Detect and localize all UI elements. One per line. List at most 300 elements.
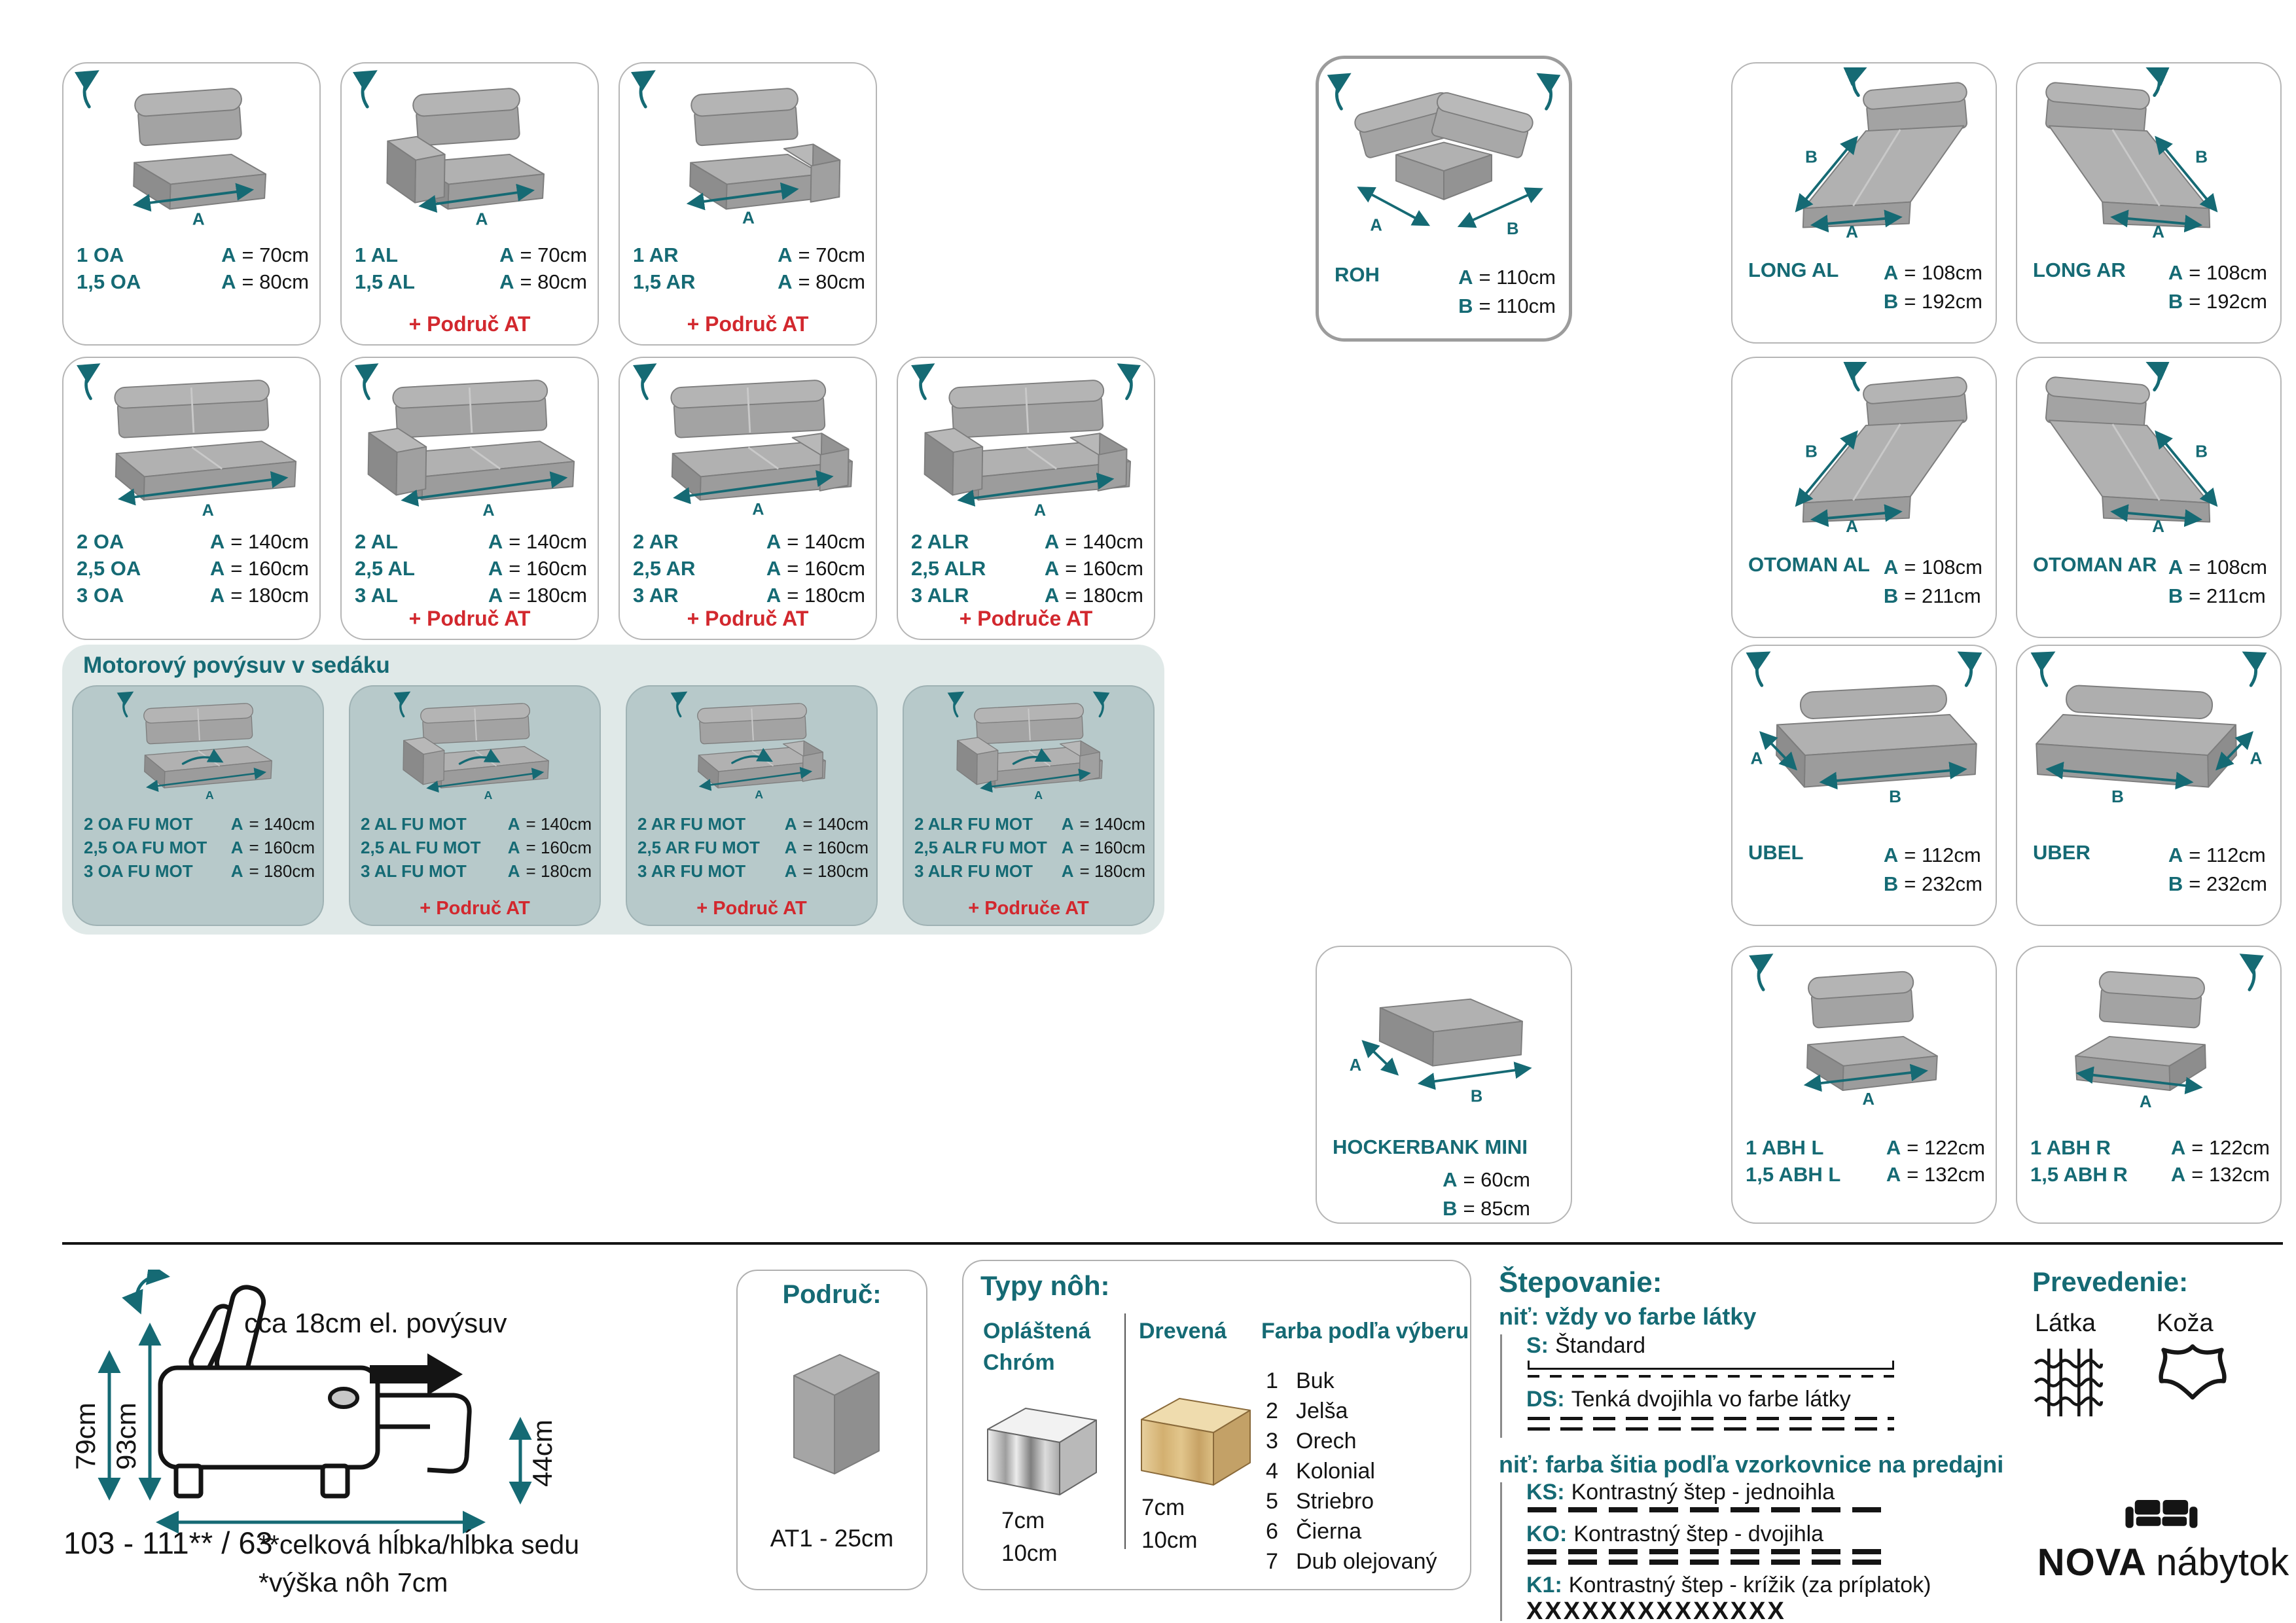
leg-types-title: Typy nôh:	[980, 1270, 1110, 1301]
module-dim: A = 80cm	[499, 270, 587, 293]
stitch-type-ks: KS: Kontrastný štep - jednoihla	[1526, 1480, 1835, 1505]
headrest-arrow-icon	[921, 366, 931, 399]
module-card-1al	[340, 62, 599, 346]
headrest-arrow-icon	[1096, 693, 1103, 717]
headrest-arrow-icon	[1854, 363, 1863, 390]
side-view-diagram	[62, 1270, 710, 1623]
module-dim: A = 140cm	[1044, 530, 1143, 553]
spec-rows	[84, 812, 315, 883]
stitch-sample-ko-1	[1528, 1549, 1881, 1554]
spec-row	[77, 582, 309, 609]
legend-divider	[62, 1242, 2283, 1245]
spec-rows	[2030, 1134, 2270, 1188]
dim-letter-a: A	[755, 787, 764, 801]
fabric-label: Látka	[2035, 1310, 2096, 1337]
leg-color-item: 2 Jelša	[1266, 1399, 1348, 1423]
headrest-arrow-icon	[401, 693, 408, 717]
module-code: UBEL	[1748, 841, 1804, 864]
module-card-1oa	[62, 62, 321, 346]
spec-row	[1746, 1134, 1985, 1161]
module-card-2al-fu-mot	[349, 685, 601, 926]
spec-rows	[1748, 841, 1982, 899]
module-dim: A = 70cm	[221, 243, 309, 266]
spec-row	[914, 836, 1145, 859]
spec-row	[77, 268, 309, 295]
spec-row	[633, 528, 865, 555]
spec-row	[637, 812, 869, 836]
spec-row	[914, 859, 1145, 883]
module-card-otoman-ar	[2016, 357, 2282, 638]
spec-rows	[2033, 841, 2267, 899]
group-rule	[1500, 1482, 1502, 1621]
module-dim: A = 160cm	[1044, 557, 1143, 580]
dim-letter-b: B	[1507, 219, 1519, 238]
sofa-illustration	[2021, 362, 2276, 533]
module-dim: A = 160cm	[766, 557, 865, 580]
headrest-arrow-icon	[1961, 654, 1971, 686]
sofa-illustration	[1323, 63, 1565, 259]
module-code: UBER	[2033, 841, 2090, 864]
module-code: 1,5 OA	[77, 270, 141, 293]
dim-letter-a: A	[742, 207, 755, 228]
dim-letter-a: A	[1846, 516, 1859, 533]
spec-row	[911, 582, 1143, 609]
height-93-label: 93cm	[111, 1402, 141, 1470]
dim-letter-b: B	[1804, 147, 1818, 167]
spec-row	[84, 812, 315, 836]
module-code: OTOMAN AL	[1748, 553, 1870, 576]
dim-letter-a: A	[482, 501, 495, 520]
dim-letter-b: B	[1804, 441, 1818, 461]
sofa-logo-icon	[2119, 1499, 2208, 1535]
module-code: 3 OA	[77, 584, 124, 607]
module-dims: A = 108cm B = 192cm	[1883, 261, 1982, 313]
dim-letter-a: A	[1349, 1056, 1362, 1075]
wood-leg-illustration	[1134, 1379, 1258, 1490]
module-dim: A = 160cm	[209, 557, 309, 580]
spec-row	[77, 555, 309, 582]
module-code: 1 ABH L	[1746, 1136, 1824, 1159]
module-code: 2,5 AL	[355, 557, 415, 580]
sofa-illustration	[2021, 650, 2276, 821]
module-card-otoman-al	[1731, 357, 1997, 638]
module-code: 3 ALR FU MOT	[914, 861, 1033, 881]
stitching-note-1: niť: vždy vo farbe látky	[1499, 1303, 1757, 1330]
headrest-arrow-icon	[1757, 654, 1767, 686]
stitch-sample-s-dash	[1528, 1375, 1894, 1378]
leg-color-item: 5 Striebro	[1266, 1489, 1374, 1514]
headrest-arrow-icon	[1336, 75, 1348, 109]
column-divider	[1124, 1313, 1126, 1549]
leather-label: Koža	[2157, 1310, 2214, 1337]
headrest-arrow-icon	[2149, 69, 2159, 96]
module-code: 2 AR	[633, 530, 679, 553]
spec-rows	[1748, 259, 1982, 316]
dim-letter-b: B	[2111, 786, 2124, 806]
module-dims: A = 112cm B = 232cm	[2168, 844, 2267, 895]
stitch-type-s: S: Štandard	[1526, 1333, 1645, 1358]
spec-row	[361, 859, 592, 883]
spec-rows	[2033, 259, 2267, 316]
spec-row	[77, 528, 309, 555]
armrest-note: + Područ AT	[420, 898, 530, 919]
module-dim: A = 80cm	[221, 270, 309, 293]
module-code: 3 OA FU MOT	[84, 861, 193, 881]
leg-color-item: 4 Kolonial	[1266, 1459, 1375, 1484]
headrest-arrow-icon	[2149, 363, 2159, 390]
sofa-illustration	[346, 67, 594, 239]
height-44-label: 44cm	[527, 1419, 558, 1487]
module-code: 2 ALR FU MOT	[914, 814, 1033, 834]
module-code: 3 AL	[355, 584, 399, 607]
module-code: ROH	[1335, 263, 1380, 286]
spec-row	[637, 836, 869, 859]
spec-row	[911, 528, 1143, 555]
armrest-note: + Područe AT	[959, 607, 1093, 630]
leg-height-note-label: *výška nôh 7cm	[259, 1567, 448, 1597]
module-code: 3 AR FU MOT	[637, 861, 746, 881]
dim-letter-a: A	[1846, 222, 1859, 239]
dim-letter-a: A	[2152, 516, 2165, 533]
leg-color-item: 3 Orech	[1266, 1429, 1357, 1454]
module-card-1ar	[619, 62, 877, 346]
spec-row	[355, 582, 587, 609]
module-dim: A = 140cm	[209, 530, 309, 553]
stitching-section	[1499, 1266, 2036, 1623]
dim-letter-a: A	[1033, 501, 1047, 520]
spec-rows	[1748, 553, 1982, 611]
motor-section	[62, 645, 1164, 935]
leg-types-box	[962, 1260, 1471, 1590]
sofa-illustration	[1736, 67, 1992, 239]
armrest-code: AT1 - 25cm	[770, 1525, 894, 1552]
armrest-note: + Područe AT	[968, 898, 1089, 919]
armrest-box-title: Područ:	[782, 1280, 882, 1309]
dim-letter-a: A	[2250, 748, 2263, 768]
module-card-abh-r	[2016, 946, 2282, 1224]
wood-leg-sizes: 7cm 10cm	[1141, 1495, 1198, 1553]
armrest-illustration	[774, 1336, 892, 1493]
headrest-arrow-icon	[365, 366, 375, 399]
leg-color-title: Farba podľa výberu	[1261, 1319, 1469, 1344]
module-dim: A = 140cm	[507, 814, 592, 834]
dim-letter-b: B	[2195, 441, 2208, 461]
spec-row	[637, 859, 869, 883]
module-dim: A = 132cm	[1886, 1163, 1985, 1186]
module-card-uber	[2016, 645, 2282, 926]
module-dims: A = 108cm B = 192cm	[2168, 261, 2267, 313]
module-card-2al	[340, 357, 599, 640]
spec-rows	[1335, 263, 1556, 321]
module-card-2alr	[897, 357, 1155, 640]
stitch-sample-ks	[1528, 1507, 1881, 1512]
module-code: 2,5 AR FU MOT	[637, 838, 760, 857]
module-code: 2 ALR	[911, 530, 969, 553]
module-card-long-ar	[2016, 62, 2282, 344]
headrest-arrow-icon	[1540, 75, 1551, 109]
dim-letter-a: A	[2139, 1092, 2152, 1111]
module-code: 1 AR	[633, 243, 679, 266]
module-dim: A = 180cm	[230, 861, 315, 881]
module-dim: A = 140cm	[230, 814, 315, 834]
leg-color-item: 7 Dub olejovaný	[1266, 1549, 1437, 1574]
module-dims: A = 60cm B = 85cm	[1443, 1168, 1530, 1220]
leg-color-list	[1266, 1366, 1437, 1577]
stitch-sample-k1: XXXXXXXXXXXXXX	[1526, 1597, 1786, 1623]
module-code: 2,5 OA FU MOT	[84, 838, 207, 857]
module-dim: A = 122cm	[1886, 1136, 1985, 1159]
stitch-type-ds: DS: Tenká dvojihla vo farbe látky	[1526, 1387, 1851, 1412]
module-dim: A = 180cm	[766, 584, 865, 607]
spec-row	[361, 812, 592, 836]
module-dim: A = 140cm	[488, 530, 587, 553]
spec-rows	[361, 812, 592, 883]
lift-label: cca 18cm el. povýsuv	[244, 1308, 507, 1338]
module-dim: A = 140cm	[766, 530, 865, 553]
chrome-leg-title-2: Chróm	[983, 1350, 1055, 1375]
brand-logo	[2032, 1499, 2294, 1607]
sofa-illustration	[346, 362, 594, 527]
module-code: 3 AR	[633, 584, 679, 607]
stitch-type-ko: KO: Kontrastný štep - dvojihla	[1526, 1522, 1824, 1546]
sofa-illustration	[1736, 362, 1992, 533]
chrome-leg-title-1: Opláštená	[983, 1319, 1091, 1344]
module-code: 1,5 AL	[355, 270, 415, 293]
module-dim: A = 160cm	[488, 557, 587, 580]
stitch-type-k1: K1: Kontrastný štep - krížik (za príplatok)	[1526, 1573, 1931, 1597]
dim-letter-b: B	[1470, 1087, 1483, 1106]
headrest-arrow-icon	[1759, 956, 1770, 990]
module-dims: A = 108cm B = 211cm	[1883, 556, 1982, 607]
spec-rows	[355, 528, 587, 609]
module-dim: A = 180cm	[507, 861, 592, 881]
spec-row	[355, 528, 587, 555]
dim-letter-b: B	[2195, 147, 2208, 167]
headrest-arrow-icon	[954, 693, 961, 717]
module-dim: A = 132cm	[2170, 1163, 2270, 1186]
sofa-illustration	[77, 690, 319, 807]
module-code: 2 OA	[77, 530, 124, 553]
dim-letter-a: A	[484, 789, 493, 802]
module-code: 2,5 ALR FU MOT	[914, 838, 1047, 857]
headrest-arrow-icon	[641, 73, 652, 107]
spec-row	[84, 836, 315, 859]
module-dims: A = 108cm B = 211cm	[2168, 556, 2267, 607]
headrest-arrow-icon	[2246, 654, 2255, 686]
spec-row	[77, 241, 309, 268]
leg-color-item: 1 Buk	[1266, 1368, 1335, 1393]
depth-note-label: **celková hĺbka/hĺbka sedu	[259, 1529, 580, 1560]
module-code: LONG AL	[1748, 259, 1839, 281]
spec-rows	[1746, 1134, 1985, 1188]
sofa-illustration	[67, 362, 315, 527]
motor-button-icon	[330, 1389, 357, 1407]
headrest-arrow-icon	[363, 73, 374, 107]
module-code: HOCKERBANK MINI	[1333, 1135, 1528, 1158]
headrest-adjust-arrow-icon	[137, 1276, 166, 1310]
spec-row	[633, 268, 865, 295]
module-card-2oa-fu-mot	[72, 685, 324, 926]
sofa-illustration	[902, 362, 1150, 527]
module-dims: A = 110cm B = 110cm	[1458, 266, 1556, 317]
stitch-sample-ds-2	[1528, 1427, 1894, 1431]
module-dim: A = 140cm	[1061, 814, 1145, 834]
module-card-2alr-fu-mot	[903, 685, 1155, 926]
module-dim: A = 180cm	[1061, 861, 1145, 881]
sofa-illustration	[67, 67, 315, 239]
spec-rows	[77, 528, 309, 609]
dim-letter-a: A	[192, 209, 205, 229]
headrest-arrow-icon	[124, 693, 131, 717]
module-dim: A = 70cm	[778, 243, 865, 266]
module-code: 2,5 OA	[77, 557, 141, 580]
module-dim: A = 70cm	[499, 243, 587, 266]
upholstery-title: Prevedenie:	[2032, 1266, 2189, 1297]
chrome-leg-illustration	[980, 1389, 1104, 1500]
wood-leg-title: Drevená	[1139, 1319, 1227, 1344]
spec-rows	[77, 241, 309, 295]
spec-row	[633, 241, 865, 268]
sofa-illustration	[2021, 951, 2276, 1120]
module-card-hockerbank-mini	[1316, 946, 1572, 1224]
module-card-roh	[1316, 56, 1572, 342]
module-dim: A = 180cm	[1044, 584, 1143, 607]
module-code: 1,5 AR	[633, 270, 696, 293]
spec-row	[355, 268, 587, 295]
stitch-sample-s	[1528, 1361, 1894, 1370]
headrest-arrow-icon	[1121, 366, 1131, 399]
sofa-illustration	[908, 690, 1149, 807]
spec-rows	[633, 528, 865, 609]
module-dim: A = 122cm	[2170, 1136, 2270, 1159]
fabric-icon	[2032, 1345, 2108, 1420]
module-dims: A = 112cm B = 232cm	[1883, 844, 1982, 895]
sofa-illustration	[1736, 951, 1992, 1120]
module-code: 1,5 ABH R	[2030, 1163, 2128, 1186]
spec-rows	[914, 812, 1145, 883]
headrest-arrow-icon	[2243, 956, 2254, 990]
module-dim: A = 180cm	[488, 584, 587, 607]
dim-letter-a: A	[1862, 1090, 1875, 1109]
spec-row	[914, 812, 1145, 836]
module-code: 2 AL	[355, 530, 399, 553]
module-dim: A = 160cm	[230, 838, 315, 857]
spec-row	[1746, 1161, 1985, 1188]
armrest-note: + Područ AT	[687, 607, 809, 630]
sofa-illustration	[354, 690, 596, 807]
headrest-arrow-icon	[86, 366, 97, 399]
armrest-note: + Područ AT	[696, 898, 807, 919]
dim-letter-a: A	[1370, 216, 1382, 235]
spec-rows	[637, 812, 869, 883]
module-code: 2,5 AL FU MOT	[361, 838, 481, 857]
dim-arrow-b	[1461, 190, 1540, 226]
module-code: LONG AR	[2033, 259, 2126, 281]
module-dim: A = 160cm	[507, 838, 592, 857]
spec-rows	[355, 241, 587, 295]
spec-rows	[911, 528, 1143, 609]
headrest-arrow-icon	[677, 693, 685, 717]
motor-section-title: Motorový povýsuv v sedáku	[83, 652, 390, 678]
headrest-arrow-icon	[643, 366, 653, 399]
spec-row	[84, 859, 315, 883]
spec-row	[2030, 1134, 2270, 1161]
height-79-label: 79cm	[70, 1402, 101, 1470]
dim-letter-b: B	[1889, 786, 1902, 806]
module-code: 2,5 AR	[633, 557, 696, 580]
module-code: 1 OA	[77, 243, 124, 266]
leather-icon	[2150, 1341, 2235, 1414]
chrome-leg-sizes: 7cm 10cm	[1001, 1508, 1058, 1566]
module-dim: A = 180cm	[209, 584, 309, 607]
module-code: 1 AL	[355, 243, 399, 266]
group-rule	[1500, 1334, 1502, 1438]
spec-rows	[2033, 553, 2267, 611]
spec-row	[911, 555, 1143, 582]
headrest-arrow-icon	[2041, 654, 2051, 686]
module-code: 2 AL FU MOT	[361, 814, 467, 834]
module-dim: A = 80cm	[778, 270, 865, 293]
sofa-illustration	[624, 67, 872, 239]
sofa-illustration	[1321, 951, 1567, 1118]
module-dim: A = 160cm	[1061, 838, 1145, 857]
dim-letter-a: A	[202, 501, 214, 520]
stitch-sample-ds-1	[1528, 1417, 1894, 1420]
spec-row	[2030, 1161, 2270, 1188]
module-card-2oa	[62, 357, 321, 640]
spec-row	[633, 555, 865, 582]
lift-direction-arrow-icon	[370, 1353, 463, 1395]
module-dim: A = 140cm	[784, 814, 869, 834]
stitching-title: Štepovanie:	[1499, 1266, 1662, 1298]
module-code: 3 AL FU MOT	[361, 861, 467, 881]
leg-color-item: 6 Čierna	[1266, 1519, 1362, 1544]
module-dim: A = 160cm	[784, 838, 869, 857]
armrest-box	[736, 1270, 927, 1590]
spec-row	[355, 555, 587, 582]
spec-row	[633, 582, 865, 609]
sofa-illustration	[624, 362, 872, 527]
module-code: OTOMAN AR	[2033, 553, 2157, 576]
spec-row	[355, 241, 587, 268]
armrest-note: + Područ AT	[687, 312, 809, 336]
spec-rows	[633, 241, 865, 295]
module-card-long-al	[1731, 62, 1997, 344]
module-code: 2 OA FU MOT	[84, 814, 193, 834]
sofa-illustration	[631, 690, 872, 807]
depth-values-label: 103 - 111** / 63	[63, 1525, 273, 1560]
dim-letter-a: A	[475, 209, 488, 229]
module-card-ubel	[1731, 645, 1997, 926]
brand-name: NOVA nábytok	[2037, 1541, 2289, 1584]
module-code: 3 ALR	[911, 584, 969, 607]
headrest-arrow-icon	[1854, 69, 1863, 96]
module-code: 2 AR FU MOT	[637, 814, 746, 834]
armrest-note: + Područ AT	[408, 312, 531, 336]
sofa-illustration	[2021, 67, 2276, 239]
spec-row	[361, 836, 592, 859]
module-card-2ar	[619, 357, 877, 640]
module-dim: A = 180cm	[784, 861, 869, 881]
module-code: 2,5 ALR	[911, 557, 986, 580]
dim-letter-a: A	[1750, 748, 1763, 768]
dim-letter-a: A	[1034, 789, 1043, 802]
dim-arrow-b	[1421, 1068, 1528, 1083]
module-card-2ar-fu-mot	[626, 685, 878, 926]
module-card-abh-l	[1731, 946, 1997, 1224]
module-code: 1,5 ABH L	[1746, 1163, 1841, 1186]
sofa-illustration	[1736, 650, 1992, 821]
